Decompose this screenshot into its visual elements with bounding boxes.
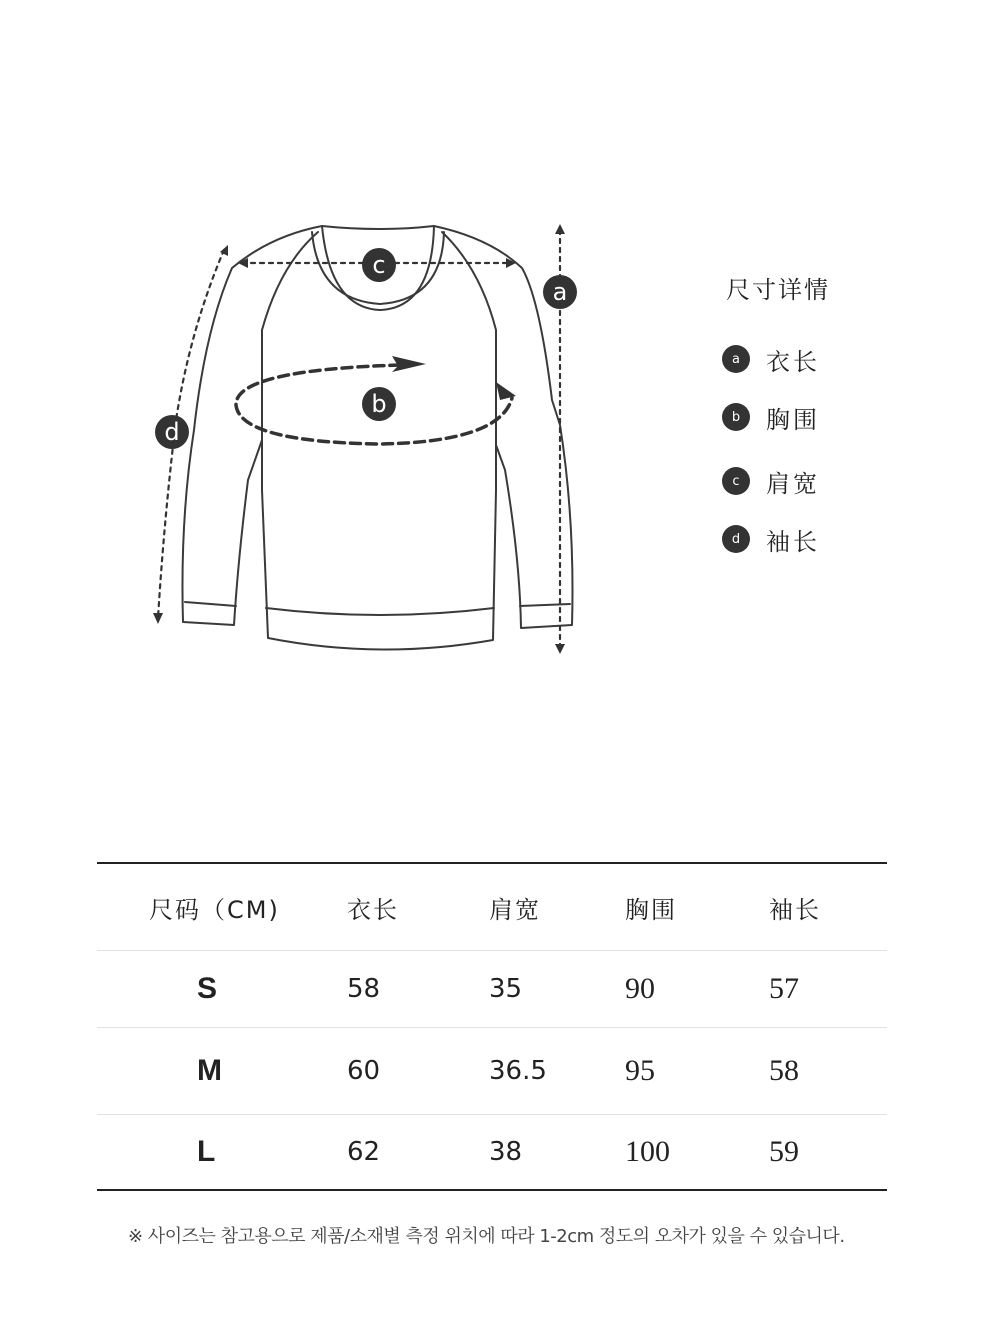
legend-label-a: 衣长 <box>766 347 820 376</box>
cell-sleeve: 58 <box>769 1054 799 1087</box>
cell-length: 58 <box>347 974 381 1004</box>
cell-length: 60 <box>347 1056 381 1086</box>
legend-item-d <box>722 525 830 556</box>
arrow-sleeve-bottom <box>153 613 163 624</box>
cell-size: L <box>197 1135 216 1168</box>
cell-shoulder: 36.5 <box>489 1056 547 1086</box>
size-legend <box>722 270 830 583</box>
cell-shoulder: 35 <box>489 974 523 1004</box>
marker-a: a <box>552 278 568 306</box>
cell-sleeve: 59 <box>769 1135 799 1168</box>
table-header-row <box>97 864 887 950</box>
legend-marker-c: c <box>722 467 750 495</box>
legend-item-a <box>722 345 830 376</box>
cell-length: 62 <box>347 1137 381 1167</box>
cell-chest: 100 <box>625 1135 670 1168</box>
cell-size: S <box>197 972 218 1005</box>
cell-shoulder: 38 <box>489 1137 523 1167</box>
header-sleeve: 袖长 <box>769 895 821 924</box>
arrow-length-bottom <box>555 644 565 654</box>
legend-item-c <box>722 467 830 498</box>
cell-chest: 95 <box>625 1054 655 1087</box>
legend-marker-d: d <box>722 525 750 553</box>
size-disclaimer: ※ 사이즈는 참고용으로 제품/소재별 측정 위치에 따라 1-2cm 정도의 오차가 있을 수 있습니다. <box>128 1226 845 1247</box>
sweater-outline <box>182 226 572 650</box>
sweater-measurement-diagram <box>0 0 700 700</box>
header-chest: 胸围 <box>625 895 677 924</box>
header-size: 尺码（CM) <box>149 895 280 924</box>
legend-marker-a: a <box>722 345 750 373</box>
arrow-sleeve-top <box>220 245 228 256</box>
cuff-right <box>520 604 570 606</box>
table-row <box>97 950 887 1027</box>
table-bottom-rule <box>97 1189 887 1191</box>
marker-d: d <box>164 418 180 446</box>
arrow-chest-front <box>392 356 426 372</box>
marker-c: c <box>372 251 386 279</box>
table-row <box>97 1114 887 1189</box>
cell-sleeve: 57 <box>769 972 799 1005</box>
marker-b: b <box>371 390 387 418</box>
legend-label-c: 肩宽 <box>766 469 820 498</box>
legend-title: 尺寸详情 <box>726 276 830 304</box>
arrow-length-top <box>555 224 565 234</box>
cell-chest: 90 <box>625 972 655 1005</box>
size-table <box>97 862 887 1191</box>
legend-label-d: 袖长 <box>766 527 820 556</box>
legend-label-b: 胸围 <box>766 405 820 434</box>
header-shoulder: 肩宽 <box>489 895 541 924</box>
hem-rib <box>266 608 494 615</box>
legend-marker-b: b <box>722 403 750 431</box>
table-row <box>97 1027 887 1114</box>
legend-item-b <box>722 403 830 434</box>
cell-size: M <box>197 1054 222 1087</box>
cuff-left <box>185 602 236 606</box>
header-length: 衣长 <box>347 895 399 924</box>
